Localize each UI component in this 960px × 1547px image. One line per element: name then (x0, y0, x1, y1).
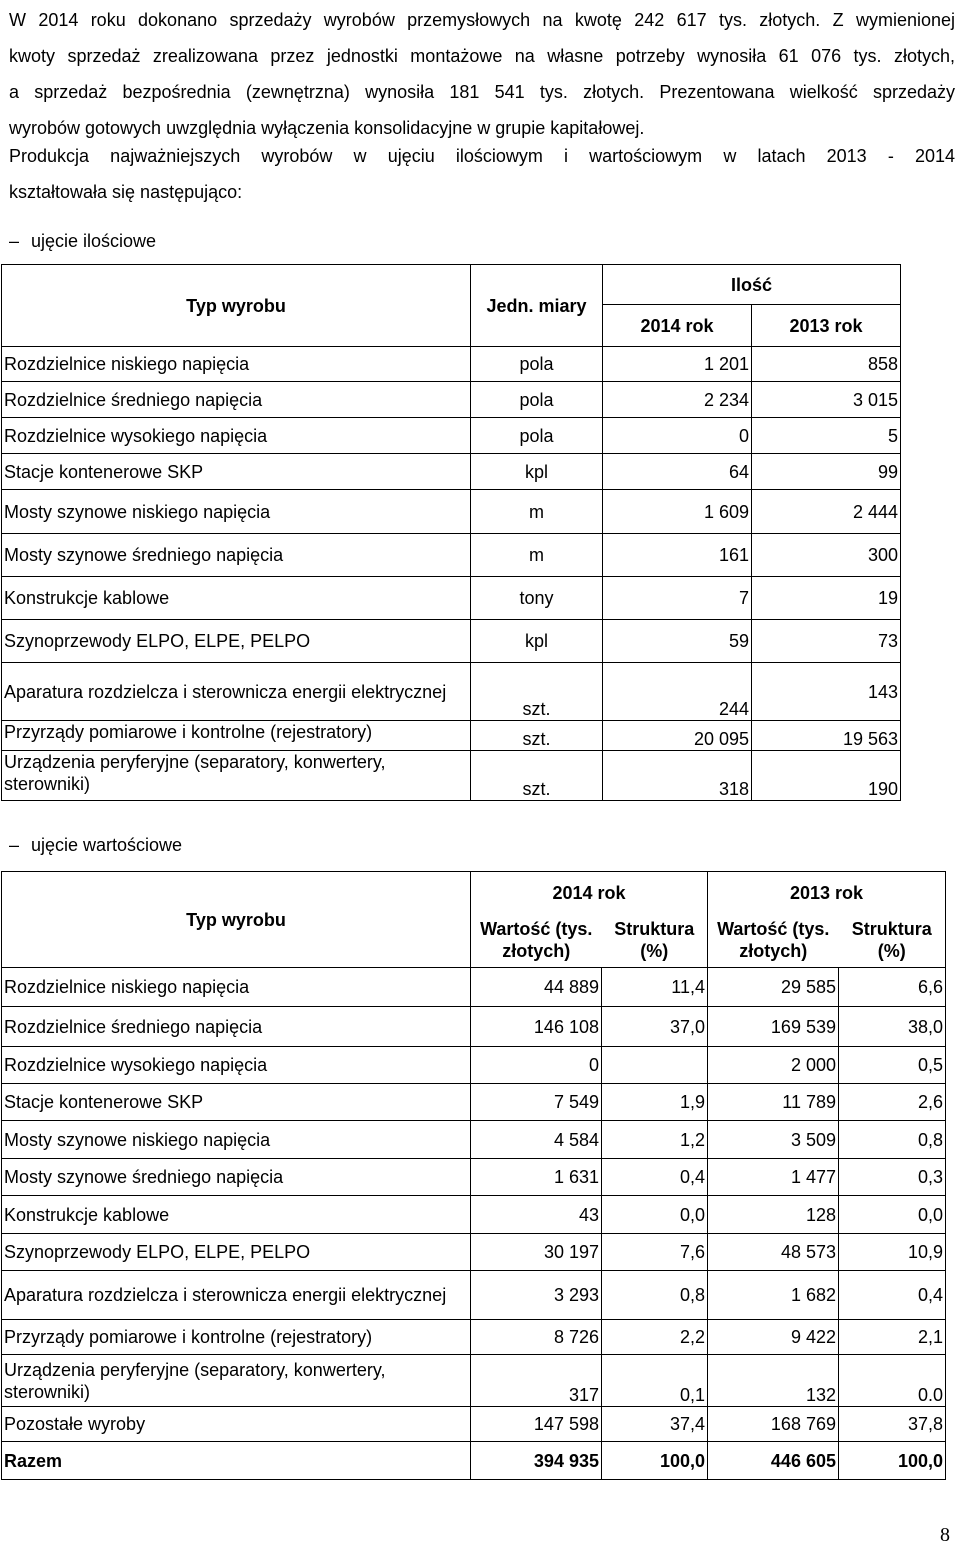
table-row (2, 721, 901, 751)
unit: pola (471, 347, 603, 382)
intro-line: kwoty sprzedaż zrealizowana przez jednostki montażowe na własne potrzeby wynosiła 61 076 tys. złotych, (9, 46, 955, 66)
product-name: Rozdzielnice niskiego napięcia (2, 968, 471, 1007)
header-value-2014: Wartość (tys. złotych) (471, 914, 602, 968)
value-2013: 11 789 (708, 1084, 839, 1121)
value-2014: 147 598 (471, 1407, 602, 1442)
structure-2014: 7,6 (602, 1234, 708, 1271)
table-row (2, 1271, 946, 1320)
structure-2013: 10,9 (839, 1234, 946, 1271)
product-name: Rozdzielnice wysokiego napięcia (2, 418, 471, 454)
value-2013: 2 000 (708, 1047, 839, 1084)
table-row (2, 1234, 946, 1271)
product-name: Stacje kontenerowe SKP (2, 1084, 471, 1121)
quantity-2014: 20 095 (603, 721, 752, 751)
structure-2013: 0,0 (839, 1196, 946, 1234)
structure-2014: 37,0 (602, 1007, 708, 1047)
table-row (2, 577, 901, 620)
production-line: Produkcja najważniejszych wyrobów w ujęciu ilościowym i wartościowym w latach 2013 - 2014 (9, 146, 955, 166)
total-structure-2013: 100,0 (839, 1442, 946, 1480)
product-name: Rozdzielnice niskiego napięcia (2, 347, 471, 382)
quantity-2014: 7 (603, 577, 752, 620)
intro-line: W 2014 roku dokonano sprzedaży wyrobów przemysłowych na kwotę 242 617 tys. złotych. Z wymienionej (9, 10, 955, 30)
product-name: Mosty szynowe średniego napięcia (2, 534, 471, 577)
table-row (2, 347, 901, 382)
structure-2014 (602, 1047, 708, 1084)
quantity-2013: 858 (752, 347, 901, 382)
unit: kpl (471, 620, 603, 663)
value-2013: 48 573 (708, 1234, 839, 1271)
value-2014: 1 631 (471, 1159, 602, 1196)
section-value-heading (9, 833, 182, 857)
structure-2013: 0.0 (839, 1355, 946, 1407)
unit: m (471, 534, 603, 577)
section-quantity-heading (9, 229, 156, 253)
table-row (2, 968, 946, 1007)
product-name: Mosty szynowe niskiego napięcia (2, 490, 471, 534)
quantity-2013: 2 444 (752, 490, 901, 534)
structure-2013: 0,5 (839, 1047, 946, 1084)
value-2014: 4 584 (471, 1121, 602, 1159)
table-row (2, 1407, 946, 1442)
table-row (2, 620, 901, 663)
total-label: Razem (2, 1442, 471, 1480)
quantity-2014: 318 (603, 751, 752, 801)
structure-2013: 2,1 (839, 1320, 946, 1355)
product-name: Przyrządy pomiarowe i kontrolne (rejestratory) (2, 1320, 471, 1355)
structure-2013: 38,0 (839, 1007, 946, 1047)
product-name: Urządzenia peryferyjne (separatory, konwertery, sterowniki) (2, 751, 471, 801)
quantity-2013: 19 563 (752, 721, 901, 751)
header-type: Typ wyrobu (2, 872, 471, 968)
quantity-2013: 300 (752, 534, 901, 577)
structure-2013: 2,6 (839, 1084, 946, 1121)
unit: m (471, 490, 603, 534)
quantity-2013: 143 (752, 663, 901, 721)
table-row (2, 1355, 946, 1407)
value-2013: 9 422 (708, 1320, 839, 1355)
product-name: Szynoprzewody ELPO, ELPE, PELPO (2, 1234, 471, 1271)
dash-bullet-icon: – (9, 835, 20, 855)
total-value-2014: 394 935 (471, 1442, 602, 1480)
table-row (2, 1084, 946, 1121)
quantity-2013: 190 (752, 751, 901, 801)
header-value-2013: Wartość (tys. złotych) (708, 914, 839, 968)
product-name: Pozostałe wyroby (2, 1407, 471, 1442)
structure-2014: 0,8 (602, 1271, 708, 1320)
table-row (2, 418, 901, 454)
header-year-2013: 2013 rok (752, 305, 901, 347)
table-row (2, 490, 901, 534)
product-name: Rozdzielnice wysokiego napięcia (2, 1047, 471, 1084)
quantity-2013: 73 (752, 620, 901, 663)
table-row (2, 454, 901, 490)
intro-line: a sprzedaż bezpośrednia (zewnętrzna) wynosiła 181 541 tys. złotych. Prezentowana wielkość sprzedaży (9, 82, 955, 102)
value-2014: 8 726 (471, 1320, 602, 1355)
unit: kpl (471, 454, 603, 490)
quantity-2013: 99 (752, 454, 901, 490)
value-2014: 317 (471, 1355, 602, 1407)
structure-2014: 37,4 (602, 1407, 708, 1442)
product-name: Konstrukcje kablowe (2, 1196, 471, 1234)
quantity-2014: 64 (603, 454, 752, 490)
value-2014: 3 293 (471, 1271, 602, 1320)
value-2014: 43 (471, 1196, 602, 1234)
quantity-2013: 3 015 (752, 382, 901, 418)
value-2013: 3 509 (708, 1121, 839, 1159)
value-2014: 44 889 (471, 968, 602, 1007)
table-row (2, 1007, 946, 1047)
product-name: Konstrukcje kablowe (2, 577, 471, 620)
value-table (1, 871, 946, 1480)
header-year-2014: 2014 rok (471, 872, 708, 914)
value-2013: 1 682 (708, 1271, 839, 1320)
product-name: Aparatura rozdzielcza i sterownicza energii elektrycznej (2, 663, 471, 721)
quantity-2014: 59 (603, 620, 752, 663)
product-name: Aparatura rozdzielcza i sterownicza energii elektrycznej (2, 1271, 471, 1320)
quantity-table (1, 264, 901, 801)
value-2014: 7 549 (471, 1084, 602, 1121)
structure-2013: 37,8 (839, 1407, 946, 1442)
table-row (2, 534, 901, 577)
quantity-2014: 0 (603, 418, 752, 454)
header-quantity: Ilość (603, 265, 901, 305)
structure-2014: 0,4 (602, 1159, 708, 1196)
quantity-2013: 5 (752, 418, 901, 454)
product-name: Mosty szynowe średniego napięcia (2, 1159, 471, 1196)
value-2014: 146 108 (471, 1007, 602, 1047)
total-value-2013: 446 605 (708, 1442, 839, 1480)
table-row (2, 1047, 946, 1084)
section-value-label: ujęcie wartościowe (31, 835, 183, 855)
product-name: Urządzenia peryferyjne (separatory, konwertery, sterowniki) (2, 1355, 471, 1407)
intro-paragraph (9, 2, 955, 146)
header-structure-2014: Struktura (%) (602, 914, 708, 968)
table-row (2, 382, 901, 418)
header-year-2014: 2014 rok (603, 305, 752, 347)
value-2013: 29 585 (708, 968, 839, 1007)
unit: szt. (471, 751, 603, 801)
header-unit: Jedn. miary (471, 265, 603, 347)
unit: szt. (471, 663, 603, 721)
product-name: Rozdzielnice średniego napięcia (2, 382, 471, 418)
section-quantity-label: ujęcie ilościowe (31, 231, 157, 251)
unit: tony (471, 577, 603, 620)
value-2014: 30 197 (471, 1234, 602, 1271)
value-2013: 128 (708, 1196, 839, 1234)
unit: pola (471, 382, 603, 418)
structure-2014: 0,0 (602, 1196, 708, 1234)
structure-2013: 0,8 (839, 1121, 946, 1159)
header-year-2013: 2013 rok (708, 872, 946, 914)
header-type: Typ wyrobu (2, 265, 471, 347)
product-name: Stacje kontenerowe SKP (2, 454, 471, 490)
header-structure-2013: Struktura (%) (839, 914, 946, 968)
total-structure-2014: 100,0 (602, 1442, 708, 1480)
structure-2014: 1,2 (602, 1121, 708, 1159)
structure-2013: 6,6 (839, 968, 946, 1007)
dash-bullet-icon: – (9, 231, 20, 251)
value-2013: 168 769 (708, 1407, 839, 1442)
quantity-2014: 1 609 (603, 490, 752, 534)
product-name: Przyrządy pomiarowe i kontrolne (rejestratory) (2, 721, 471, 751)
structure-2014: 11,4 (602, 968, 708, 1007)
quantity-2014: 1 201 (603, 347, 752, 382)
quantity-2014: 161 (603, 534, 752, 577)
table-row (2, 1121, 946, 1159)
quantity-2014: 244 (603, 663, 752, 721)
page-number: 8 (940, 1524, 950, 1546)
structure-2013: 0,4 (839, 1271, 946, 1320)
product-name: Szynoprzewody ELPO, ELPE, PELPO (2, 620, 471, 663)
structure-2014: 0,1 (602, 1355, 708, 1407)
total-row (2, 1442, 946, 1480)
quantity-2014: 2 234 (603, 382, 752, 418)
product-name: Mosty szynowe niskiego napięcia (2, 1121, 471, 1159)
value-2014: 0 (471, 1047, 602, 1084)
structure-2013: 0,3 (839, 1159, 946, 1196)
quantity-2013: 19 (752, 577, 901, 620)
product-name: Rozdzielnice średniego napięcia (2, 1007, 471, 1047)
unit: szt. (471, 721, 603, 751)
production-paragraph (9, 138, 955, 210)
unit: pola (471, 418, 603, 454)
table-row (2, 663, 901, 721)
structure-2014: 2,2 (602, 1320, 708, 1355)
value-2013: 1 477 (708, 1159, 839, 1196)
table-row (2, 751, 901, 801)
production-line: kształtowała się następująco: (9, 182, 243, 202)
structure-2014: 1,9 (602, 1084, 708, 1121)
table-row (2, 1320, 946, 1355)
table-row (2, 1196, 946, 1234)
value-2013: 132 (708, 1355, 839, 1407)
intro-line: wyrobów gotowych uwzględnia wyłączenia konsolidacyjne w grupie kapitałowej. (9, 118, 645, 138)
value-2013: 169 539 (708, 1007, 839, 1047)
table-row (2, 1159, 946, 1196)
